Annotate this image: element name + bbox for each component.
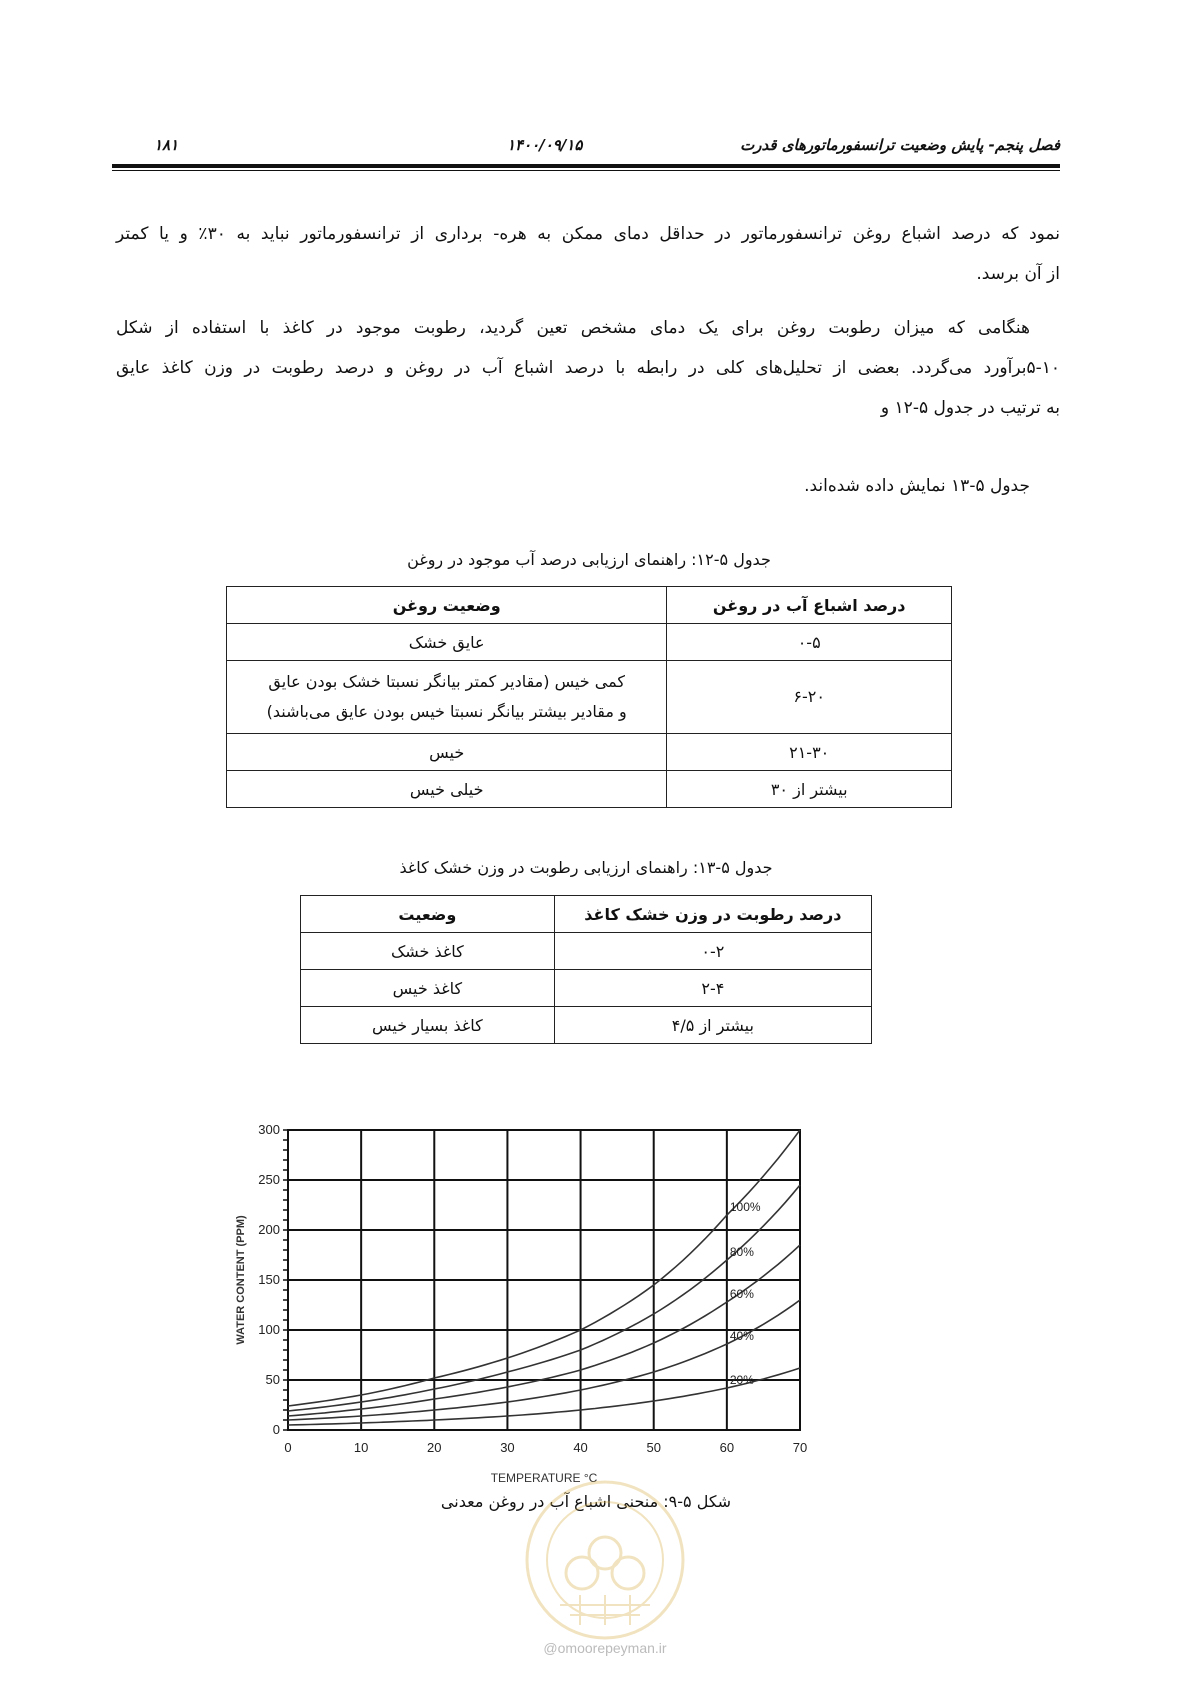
paragraph-line: به ترتیب در جدول ۵-۱۲ و — [880, 398, 1060, 418]
cell-line: کمی خیس (مقادیر کمتر بیانگر نسبتا خشک بودن عایق — [268, 672, 625, 691]
table-cell: خیلی خیس — [227, 771, 667, 808]
header-rule-thick — [112, 164, 1060, 168]
x-tick-label: 50 — [646, 1440, 661, 1455]
table-row — [227, 661, 952, 734]
y-tick-label: 50 — [265, 1372, 280, 1387]
y-tick-label: 0 — [272, 1422, 280, 1437]
x-tick-label: 0 — [284, 1440, 292, 1455]
x-tick-label: 40 — [573, 1440, 588, 1455]
header-rule-thin — [112, 170, 1060, 171]
table-header-cell: وضعیت روغن — [227, 587, 667, 624]
y-tick-label: 200 — [258, 1222, 280, 1237]
x-tick-label: 10 — [353, 1440, 369, 1455]
table-cell: ۰-۲ — [554, 933, 871, 970]
table-cell: ۲۱-۳۰ — [667, 734, 952, 771]
table-header-cell: درصد رطوبت در وزن خشک کاغذ — [554, 896, 871, 933]
table-row — [301, 933, 872, 970]
table-header-cell: وضعیت — [301, 896, 555, 933]
paragraph-1 — [116, 214, 1060, 294]
x-tick-label: 70 — [792, 1440, 808, 1455]
y-axis-label: WATER CONTENT (PPM) — [235, 1215, 247, 1345]
oil-water-saturation-table — [226, 586, 952, 808]
table-row — [301, 970, 872, 1007]
series-label: 60% — [729, 1287, 754, 1301]
table-header-cell: درصد اشباع آب در روغن — [667, 587, 952, 624]
figure-caption: شکل ۵-۹: منحنی اشباع آب در روغن معدنی — [440, 1492, 732, 1511]
table-cell: عایق خشک — [227, 624, 667, 661]
y-tick-label: 150 — [258, 1272, 280, 1287]
table-row — [227, 734, 952, 771]
table-cell: بیشتر از ۳۰ — [667, 771, 952, 808]
watermark-site-text: @omoorepeyman.ir — [543, 1640, 667, 1656]
series-label: 100% — [729, 1200, 761, 1214]
table-cell: کاغذ خشک — [301, 933, 555, 970]
table1-caption: جدول ۵-۱۲: راهنمای ارزیابی درصد آب موجود در روغن — [407, 550, 771, 569]
series-label: 40% — [729, 1329, 754, 1343]
paragraph-line: ۵-۱۰برآورد می‌گردد. بعضی از تحلیل‌های کلی در رابطه با درصد اشباع آب در روغن و درصد رطوبت در وزن کاغذ عایق — [116, 358, 1060, 378]
table-cell: کاغذ خیس — [301, 970, 555, 1007]
series-label: 20% — [729, 1373, 754, 1387]
table2-caption: جدول ۵-۱۳: راهنمای ارزیابی رطوبت در وزن خشک کاغذ — [399, 858, 773, 877]
y-tick-label: 300 — [258, 1122, 280, 1137]
series-line — [288, 1130, 800, 1406]
table-cell: کاغذ بسیار خیس — [301, 1007, 555, 1044]
cell-line: و مقادیر بیشتر بیانگر نسبتا خیس بودن عایق می‌باشند) — [266, 702, 627, 721]
publisher-watermark-logo — [520, 1475, 690, 1645]
table-cell: ۰-۵ — [667, 624, 952, 661]
x-axis-label: TEMPERATURE °C — [490, 1471, 598, 1485]
table-cell: خیس — [227, 734, 667, 771]
paragraph-line: هنگامی که میزان رطوبت روغن برای یک دمای مشخص تعین گردید، رطوبت موجود در کاغذ با استفاده از شکل — [116, 318, 1030, 338]
table-cell: ۲-۴ — [554, 970, 871, 1007]
page-header — [112, 130, 1060, 160]
x-tick-label: 20 — [427, 1440, 442, 1455]
paper-moisture-table — [300, 895, 872, 1044]
paragraph-3: جدول ۵-۱۳ نمایش داده شده‌اند. — [804, 476, 1030, 496]
header-date: ۱۴۰۰/۰۹/۱۵ — [507, 136, 583, 154]
series-label: 80% — [729, 1245, 754, 1259]
paragraph-line: از آن برسد. — [976, 264, 1060, 284]
page-number: ۱۸۱ — [154, 136, 179, 154]
table-cell — [227, 661, 667, 734]
paragraph-2 — [116, 308, 1060, 428]
table-row — [227, 771, 952, 808]
y-tick-label: 250 — [258, 1172, 280, 1187]
x-tick-label: 60 — [719, 1440, 735, 1455]
table-cell: ۶-۲۰ — [667, 661, 952, 734]
chapter-title: فصل پنجم- پایش وضعیت ترانسفورماتورهای قدرت — [740, 136, 1060, 154]
table-row — [227, 624, 952, 661]
table-cell: بیشتر از ۴/۵ — [554, 1007, 871, 1044]
table-header-row — [301, 896, 872, 933]
water-saturation-chart — [230, 1090, 890, 1490]
y-tick-label: 100 — [258, 1322, 280, 1337]
x-tick-label: 30 — [500, 1440, 515, 1455]
table-row — [301, 1007, 872, 1044]
table-header-row — [227, 587, 952, 624]
paragraph-line: نمود که درصد اشباع روغن ترانسفورماتور در حداقل دمای ممکن به هره- برداری از ترانسفورماتور نباید به ۳۰٪ و یا کمتر — [116, 224, 1060, 244]
